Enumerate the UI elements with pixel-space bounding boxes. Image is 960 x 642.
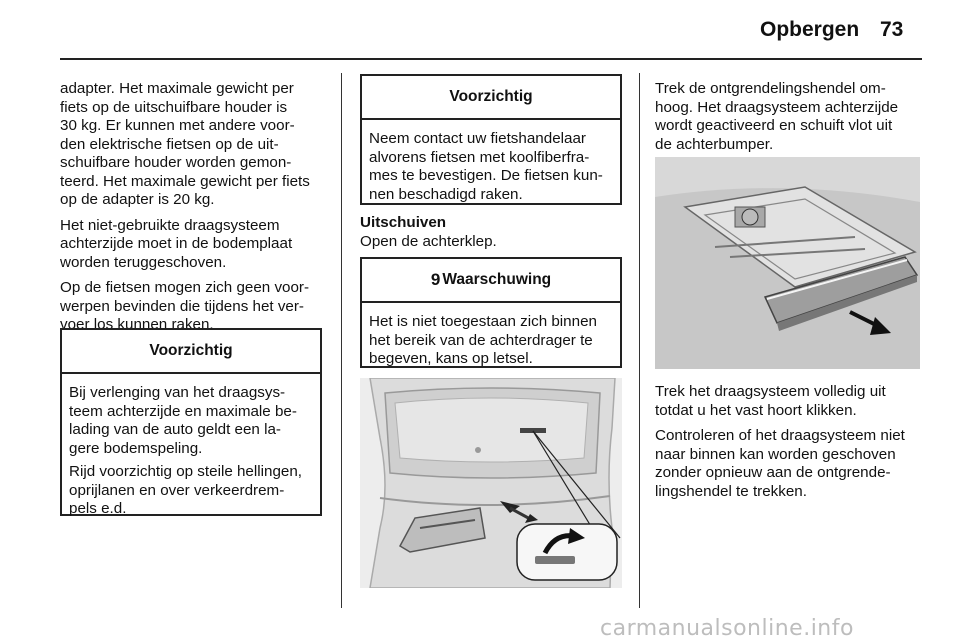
right-column-bottom <box>655 383 930 508</box>
rear-bumper-illustration <box>360 378 622 588</box>
carrier-drawing <box>655 157 920 369</box>
paragraph: Op de fietsen mogen zich geen voor- werpen bevinden die tijdens het ver- voer los kunnen raken. <box>60 279 310 333</box>
section-text: Open de achterklep. <box>360 232 497 250</box>
caution-box-title: Voorzichtig <box>362 76 620 120</box>
caution-box-title: Voorzichtig <box>62 330 320 374</box>
carrier-slide-out-illustration <box>655 157 920 369</box>
warning-box-title: Waarschuwing <box>442 271 552 288</box>
caution-paragraph: Rijd voorzichtig op steile hellingen, oprijlanen en over verkeerdrem- pels e.d. <box>69 463 303 517</box>
column-divider-left <box>341 73 342 608</box>
caution-box <box>360 74 622 205</box>
warning-icon: 9 <box>430 270 441 289</box>
right-column-top <box>655 80 925 161</box>
section-heading: Uitschuiven <box>360 214 447 231</box>
paragraph: Trek het draagsysteem volledig uit totdat u het vast hoort klikken. <box>655 383 886 419</box>
paragraph: Het niet-gebruikte draagsysteem achterzijde moet in de bodemplaat worden teruggeschoven. <box>60 216 293 271</box>
paragraph: adapter. Het maximale gewicht per fiets op de uitschuifbare houder is 30 kg. Er kunnen met andere voor- den elektrische fietsen op de uit- schuifbare houder worden gemon- teerd. Het maximale gewicht per fiets op de adapter is 20 kg. <box>60 80 310 208</box>
paragraph: Controleren of het draagsysteem niet naar binnen kan worden geschoven zonder opnieuw aan de ontgrende- lingshendel te trekken. <box>655 427 905 500</box>
car-rear-drawing <box>360 378 622 588</box>
caution-box-body <box>362 120 620 204</box>
caution-paragraph: Bij verlenging van het draagsys- teem achterzijde en maximale be- lading van de auto geldt een la- gere bodemspeling. <box>69 384 297 457</box>
left-column <box>60 80 330 342</box>
paragraph: Trek de ontgrendelingshendel om- hoog. Het draagsysteem achterzijde wordt geactiveerd en schuift vlot uit de achterbumper. <box>655 80 899 153</box>
header-divider <box>60 58 922 60</box>
warning-box <box>360 257 622 368</box>
warning-box-body <box>362 303 620 369</box>
page-title: Opbergen <box>760 18 860 41</box>
watermark: carmanualsonline.info <box>600 616 854 641</box>
caution-paragraph: Neem contact uw fietshandelaar alvorens fietsen met koolfiberfra- mes te bevestigen. De fietsen kun- nen beschadigd raken. <box>369 130 603 203</box>
caution-box-body <box>62 374 320 519</box>
column-divider-right <box>639 73 640 608</box>
warning-box-header <box>362 259 620 303</box>
warning-paragraph: Het is niet toegestaan zich binnen het bereik van de achterdrager te begeven, kans op letsel. <box>369 313 597 367</box>
caution-box <box>60 328 322 516</box>
section-uitschuiven <box>360 214 622 251</box>
page-number: 73 <box>880 18 904 41</box>
